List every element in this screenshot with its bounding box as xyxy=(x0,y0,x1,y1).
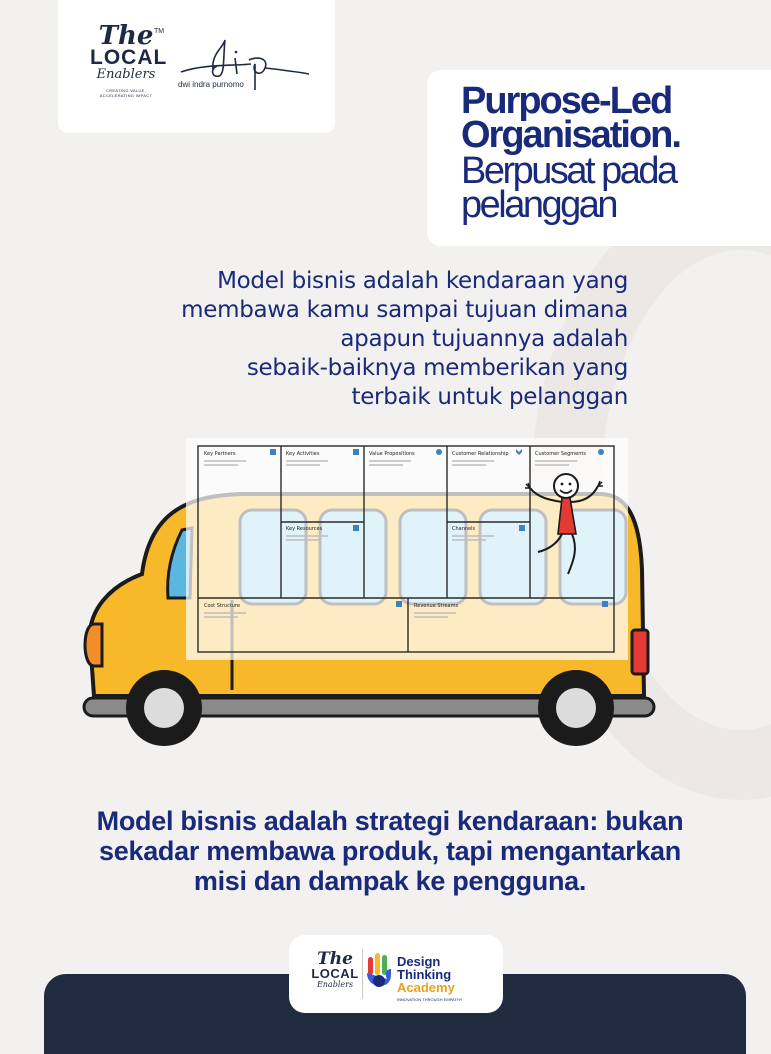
footer-logo-card xyxy=(289,935,503,1013)
quote-text xyxy=(40,267,628,412)
logo-local: LOCAL xyxy=(90,46,168,69)
canvas-key-partners: Key Partners xyxy=(204,451,236,457)
quote-line-2: membawa kamu sampai tujuan dimana xyxy=(181,297,628,323)
dta-thinking: Thinking xyxy=(397,967,452,982)
statement-line-1: Model bisnis adalah strategi kendaraan: bukan xyxy=(96,806,684,836)
stick-figure-illustration xyxy=(522,468,608,580)
footer-logo-local: LOCAL xyxy=(311,966,359,981)
title-line-4: pelanggan xyxy=(461,184,617,226)
segments-icon xyxy=(598,449,604,455)
statement-line-2: sekadar membawa produk, tapi mengantarkan xyxy=(99,836,681,866)
cost-icon xyxy=(396,601,402,607)
title-line-1: Purpose-Led xyxy=(461,80,672,122)
title-bold xyxy=(461,80,680,156)
footer-logo-the: The xyxy=(317,949,353,969)
resources-icon xyxy=(353,525,359,531)
activities-icon xyxy=(353,449,359,455)
canvas-customer-segments: Customer Segments xyxy=(535,451,586,457)
revenue-icon xyxy=(602,601,608,607)
partners-icon xyxy=(270,449,276,455)
trademark-mark: TM xyxy=(154,28,165,35)
dta-tagline: INNOVATION THROUGH EMPATHY xyxy=(397,997,463,1002)
logo-tagline: CREATING VALUE, ACCELERATING IMPACT xyxy=(99,88,153,98)
canvas-key-resources: Key Resources xyxy=(286,526,323,532)
value-icon xyxy=(436,449,442,455)
title-line-3: Berpusat pada xyxy=(461,150,676,192)
footer-logo-enablers: Enablers xyxy=(316,980,354,989)
dta-academy: Academy xyxy=(397,980,455,995)
quote-line-5: terbaik untuk pelanggan xyxy=(351,384,628,410)
design-thinking-academy-logo xyxy=(397,955,455,994)
footer-the-local-enablers-logo xyxy=(309,951,361,989)
canvas-cost-structure: Cost Structure xyxy=(204,603,240,609)
statement-text xyxy=(40,806,740,896)
quote-line-4: sebaik-baiknya memberikan yang xyxy=(246,355,628,381)
logo-enablers: Enablers xyxy=(96,67,156,82)
statement-line-3: misi dan dampak ke pengguna. xyxy=(193,866,587,896)
signature-name: dwi indra purnomo xyxy=(178,80,244,89)
canvas-customer-relationship: Customer Relationship xyxy=(452,451,509,457)
the-local-enablers-logo xyxy=(90,21,168,98)
canvas-channels: Channels xyxy=(452,526,476,532)
design-thinking-hand-icon xyxy=(365,949,395,995)
title-line-2: Organisation. xyxy=(461,114,680,156)
title-card xyxy=(427,70,771,246)
dta-design: Design xyxy=(397,954,441,969)
logo-card xyxy=(58,0,335,133)
title-light xyxy=(461,150,676,226)
quote-line-1: Model bisnis adalah kendaraan yang xyxy=(217,268,628,294)
quote-line-3: apapun tujuannya adalah xyxy=(340,326,628,352)
canvas-value-propositions: Value Propositions xyxy=(369,451,415,457)
logo-the: The xyxy=(98,21,154,51)
footer-divider xyxy=(362,949,363,999)
canvas-key-activities: Key Activities xyxy=(286,451,320,457)
canvas-revenue-streams: Revenue Streams xyxy=(414,603,459,609)
